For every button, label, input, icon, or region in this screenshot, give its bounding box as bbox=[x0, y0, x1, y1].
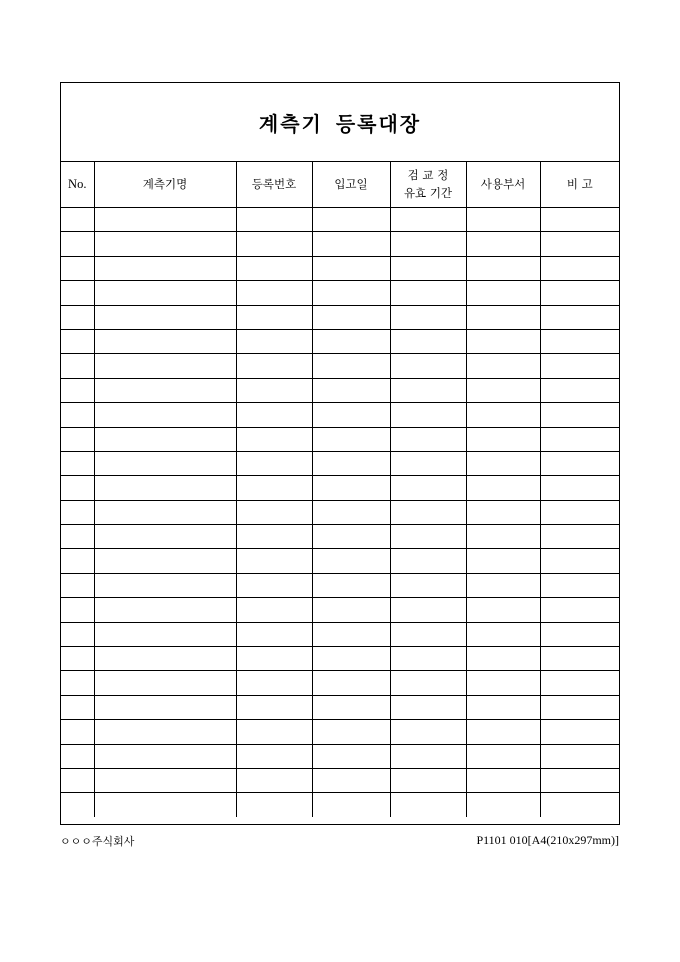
table-row bbox=[61, 720, 619, 744]
cell-entry-date bbox=[312, 647, 390, 671]
cell-entry-date bbox=[312, 403, 390, 427]
table-row bbox=[61, 647, 619, 671]
cell-calibration-validity bbox=[390, 403, 466, 427]
cell-no bbox=[61, 573, 94, 597]
table-row bbox=[61, 598, 619, 622]
cell-remarks bbox=[540, 598, 619, 622]
cell-no bbox=[61, 671, 94, 695]
cell-instrument-name bbox=[94, 598, 236, 622]
cell-instrument-name bbox=[94, 768, 236, 792]
cell-calibration-validity bbox=[390, 573, 466, 597]
cell-no bbox=[61, 598, 94, 622]
cell-registration-number bbox=[236, 622, 312, 646]
cell-no bbox=[61, 329, 94, 353]
table-row bbox=[61, 500, 619, 524]
table-row bbox=[61, 451, 619, 475]
cell-instrument-name bbox=[94, 281, 236, 305]
cell-calibration-validity bbox=[390, 256, 466, 280]
cell-remarks bbox=[540, 427, 619, 451]
cell-department bbox=[466, 573, 540, 597]
header-no: No. bbox=[61, 161, 94, 208]
table-body bbox=[61, 208, 619, 817]
cell-department bbox=[466, 427, 540, 451]
table-row bbox=[61, 354, 619, 378]
cell-no bbox=[61, 476, 94, 500]
cell-instrument-name bbox=[94, 476, 236, 500]
table-row bbox=[61, 305, 619, 329]
header-calibration-line2: 유효 기간 bbox=[403, 186, 453, 200]
cell-remarks bbox=[540, 354, 619, 378]
cell-no bbox=[61, 720, 94, 744]
company-name: ㅇㅇㅇ주식회사 bbox=[60, 835, 135, 848]
cell-remarks bbox=[540, 573, 619, 597]
cell-calibration-validity bbox=[390, 525, 466, 549]
cell-instrument-name bbox=[94, 232, 236, 256]
cell-registration-number bbox=[236, 403, 312, 427]
title-row bbox=[61, 83, 619, 162]
cell-registration-number bbox=[236, 378, 312, 402]
cell-no bbox=[61, 647, 94, 671]
cell-remarks bbox=[540, 403, 619, 427]
cell-entry-date bbox=[312, 695, 390, 719]
cell-entry-date bbox=[312, 598, 390, 622]
header-instrument-name: 계측기명 bbox=[94, 161, 236, 208]
cell-registration-number bbox=[236, 768, 312, 792]
cell-remarks bbox=[540, 671, 619, 695]
cell-registration-number bbox=[236, 451, 312, 475]
table-row bbox=[61, 793, 619, 817]
cell-entry-date bbox=[312, 525, 390, 549]
cell-instrument-name bbox=[94, 622, 236, 646]
cell-department bbox=[466, 305, 540, 329]
cell-registration-number bbox=[236, 647, 312, 671]
cell-instrument-name bbox=[94, 305, 236, 329]
cell-entry-date bbox=[312, 208, 390, 232]
cell-entry-date bbox=[312, 232, 390, 256]
cell-remarks bbox=[540, 500, 619, 524]
cell-registration-number bbox=[236, 500, 312, 524]
header-row bbox=[61, 161, 619, 208]
table-row bbox=[61, 232, 619, 256]
header-remarks: 비 고 bbox=[540, 161, 619, 208]
cell-instrument-name bbox=[94, 525, 236, 549]
cell-remarks bbox=[540, 451, 619, 475]
cell-entry-date bbox=[312, 329, 390, 353]
cell-registration-number bbox=[236, 671, 312, 695]
cell-no bbox=[61, 451, 94, 475]
cell-calibration-validity bbox=[390, 305, 466, 329]
cell-registration-number bbox=[236, 744, 312, 768]
cell-instrument-name bbox=[94, 549, 236, 573]
cell-registration-number bbox=[236, 573, 312, 597]
cell-instrument-name bbox=[94, 500, 236, 524]
cell-registration-number bbox=[236, 525, 312, 549]
cell-no bbox=[61, 305, 94, 329]
cell-registration-number bbox=[236, 549, 312, 573]
cell-remarks bbox=[540, 281, 619, 305]
cell-instrument-name bbox=[94, 378, 236, 402]
cell-remarks bbox=[540, 525, 619, 549]
cell-remarks bbox=[540, 305, 619, 329]
cell-calibration-validity bbox=[390, 476, 466, 500]
cell-remarks bbox=[540, 622, 619, 646]
cell-calibration-validity bbox=[390, 695, 466, 719]
cell-remarks bbox=[540, 549, 619, 573]
cell-remarks bbox=[540, 695, 619, 719]
cell-calibration-validity bbox=[390, 768, 466, 792]
cell-instrument-name bbox=[94, 573, 236, 597]
cell-no bbox=[61, 403, 94, 427]
cell-remarks bbox=[540, 329, 619, 353]
cell-no bbox=[61, 695, 94, 719]
cell-calibration-validity bbox=[390, 744, 466, 768]
cell-no bbox=[61, 232, 94, 256]
cell-no bbox=[61, 622, 94, 646]
cell-entry-date bbox=[312, 354, 390, 378]
cell-calibration-validity bbox=[390, 232, 466, 256]
cell-department bbox=[466, 281, 540, 305]
cell-calibration-validity bbox=[390, 622, 466, 646]
cell-remarks bbox=[540, 793, 619, 817]
cell-department bbox=[466, 354, 540, 378]
cell-entry-date bbox=[312, 671, 390, 695]
cell-entry-date bbox=[312, 573, 390, 597]
cell-department bbox=[466, 232, 540, 256]
cell-department bbox=[466, 208, 540, 232]
cell-calibration-validity bbox=[390, 671, 466, 695]
cell-entry-date bbox=[312, 768, 390, 792]
table-row bbox=[61, 476, 619, 500]
header-calibration-validity bbox=[390, 161, 466, 208]
table-row bbox=[61, 671, 619, 695]
cell-remarks bbox=[540, 476, 619, 500]
cell-no bbox=[61, 256, 94, 280]
cell-registration-number bbox=[236, 232, 312, 256]
instrument-register-table bbox=[61, 161, 619, 817]
cell-entry-date bbox=[312, 378, 390, 402]
cell-no bbox=[61, 281, 94, 305]
cell-entry-date bbox=[312, 744, 390, 768]
header-calibration-line1: 검 교 정 bbox=[407, 167, 449, 182]
cell-instrument-name bbox=[94, 695, 236, 719]
cell-remarks bbox=[540, 208, 619, 232]
cell-no bbox=[61, 378, 94, 402]
cell-calibration-validity bbox=[390, 427, 466, 451]
cell-instrument-name bbox=[94, 647, 236, 671]
cell-department bbox=[466, 793, 540, 817]
cell-remarks bbox=[540, 744, 619, 768]
cell-department bbox=[466, 451, 540, 475]
cell-registration-number bbox=[236, 695, 312, 719]
table-row bbox=[61, 208, 619, 232]
cell-calibration-validity bbox=[390, 549, 466, 573]
cell-department bbox=[466, 720, 540, 744]
cell-department bbox=[466, 671, 540, 695]
cell-entry-date bbox=[312, 305, 390, 329]
table-row bbox=[61, 744, 619, 768]
cell-instrument-name bbox=[94, 744, 236, 768]
cell-department bbox=[466, 598, 540, 622]
cell-entry-date bbox=[312, 476, 390, 500]
cell-department bbox=[466, 525, 540, 549]
cell-no bbox=[61, 427, 94, 451]
cell-instrument-name bbox=[94, 671, 236, 695]
cell-registration-number bbox=[236, 354, 312, 378]
cell-entry-date bbox=[312, 281, 390, 305]
table-row bbox=[61, 768, 619, 792]
cell-remarks bbox=[540, 232, 619, 256]
table-row bbox=[61, 622, 619, 646]
cell-remarks bbox=[540, 768, 619, 792]
cell-calibration-validity bbox=[390, 500, 466, 524]
cell-instrument-name bbox=[94, 451, 236, 475]
cell-entry-date bbox=[312, 622, 390, 646]
cell-calibration-validity bbox=[390, 329, 466, 353]
cell-entry-date bbox=[312, 256, 390, 280]
cell-no bbox=[61, 208, 94, 232]
cell-department bbox=[466, 695, 540, 719]
cell-no bbox=[61, 549, 94, 573]
ledger-form bbox=[60, 82, 620, 825]
cell-no bbox=[61, 793, 94, 817]
cell-department bbox=[466, 549, 540, 573]
cell-department bbox=[466, 403, 540, 427]
cell-remarks bbox=[540, 720, 619, 744]
table-row bbox=[61, 525, 619, 549]
cell-instrument-name bbox=[94, 793, 236, 817]
cell-entry-date bbox=[312, 549, 390, 573]
page-title: 계측기 등록대장 bbox=[258, 111, 422, 136]
cell-calibration-validity bbox=[390, 378, 466, 402]
cell-no bbox=[61, 354, 94, 378]
table-row bbox=[61, 403, 619, 427]
cell-registration-number bbox=[236, 720, 312, 744]
cell-department bbox=[466, 329, 540, 353]
cell-instrument-name bbox=[94, 208, 236, 232]
table-row bbox=[61, 281, 619, 305]
cell-calibration-validity bbox=[390, 354, 466, 378]
cell-remarks bbox=[540, 647, 619, 671]
cell-calibration-validity bbox=[390, 598, 466, 622]
cell-registration-number bbox=[236, 256, 312, 280]
cell-entry-date bbox=[312, 793, 390, 817]
cell-registration-number bbox=[236, 281, 312, 305]
cell-instrument-name bbox=[94, 329, 236, 353]
cell-instrument-name bbox=[94, 403, 236, 427]
cell-instrument-name bbox=[94, 427, 236, 451]
cell-no bbox=[61, 768, 94, 792]
table-row bbox=[61, 378, 619, 402]
cell-department bbox=[466, 744, 540, 768]
table-row bbox=[61, 256, 619, 280]
table-row bbox=[61, 573, 619, 597]
cell-department bbox=[466, 647, 540, 671]
cell-no bbox=[61, 525, 94, 549]
cell-remarks bbox=[540, 378, 619, 402]
cell-instrument-name bbox=[94, 720, 236, 744]
cell-instrument-name bbox=[94, 256, 236, 280]
cell-department bbox=[466, 378, 540, 402]
cell-department bbox=[466, 500, 540, 524]
cell-department bbox=[466, 622, 540, 646]
form-code: P1101 010[A4(210x297mm)] bbox=[476, 833, 619, 847]
cell-remarks bbox=[540, 256, 619, 280]
cell-entry-date bbox=[312, 427, 390, 451]
cell-calibration-validity bbox=[390, 720, 466, 744]
cell-registration-number bbox=[236, 476, 312, 500]
table-row bbox=[61, 549, 619, 573]
cell-calibration-validity bbox=[390, 208, 466, 232]
cell-registration-number bbox=[236, 793, 312, 817]
cell-registration-number bbox=[236, 305, 312, 329]
cell-calibration-validity bbox=[390, 647, 466, 671]
cell-no bbox=[61, 744, 94, 768]
cell-entry-date bbox=[312, 720, 390, 744]
cell-calibration-validity bbox=[390, 281, 466, 305]
cell-calibration-validity bbox=[390, 451, 466, 475]
header-department: 사용부서 bbox=[466, 161, 540, 208]
header-registration-number: 등록번호 bbox=[236, 161, 312, 208]
header-entry-date: 입고일 bbox=[312, 161, 390, 208]
cell-instrument-name bbox=[94, 354, 236, 378]
cell-registration-number bbox=[236, 329, 312, 353]
table-row bbox=[61, 329, 619, 353]
cell-no bbox=[61, 500, 94, 524]
cell-department bbox=[466, 256, 540, 280]
cell-department bbox=[466, 476, 540, 500]
table-row bbox=[61, 695, 619, 719]
cell-registration-number bbox=[236, 598, 312, 622]
cell-registration-number bbox=[236, 208, 312, 232]
cell-entry-date bbox=[312, 500, 390, 524]
cell-department bbox=[466, 768, 540, 792]
cell-entry-date bbox=[312, 451, 390, 475]
cell-registration-number bbox=[236, 427, 312, 451]
cell-calibration-validity bbox=[390, 793, 466, 817]
table-row bbox=[61, 427, 619, 451]
